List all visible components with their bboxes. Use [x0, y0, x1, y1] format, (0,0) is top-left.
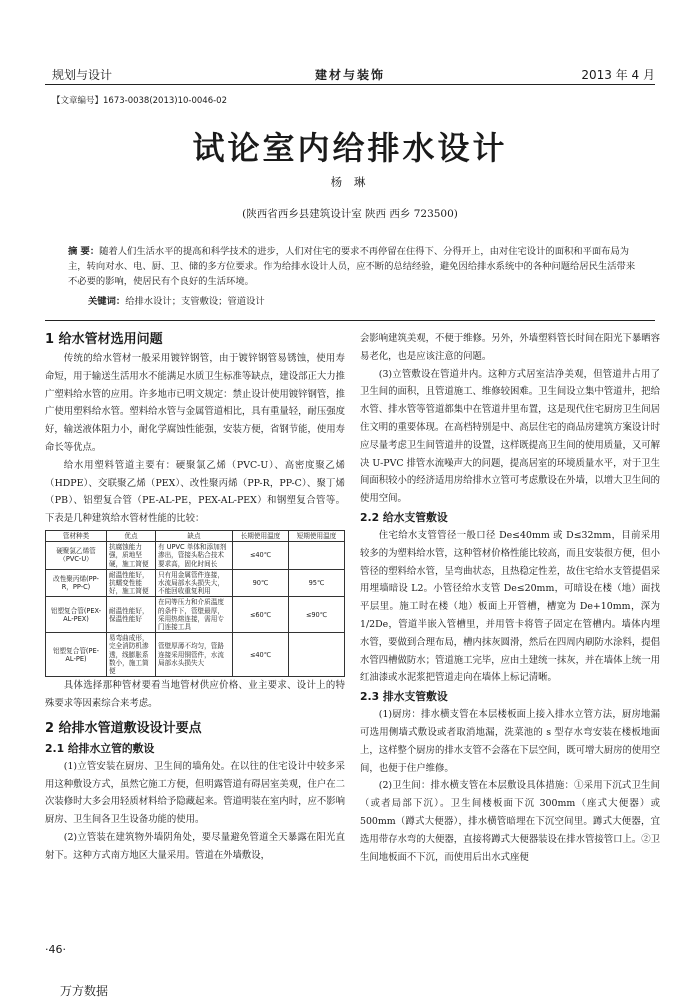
table-cell: 铝塑复合管(PE-AL-PE) [46, 633, 107, 677]
section-2-heading: 2 给排水管道敷设设计要点 [45, 720, 202, 736]
page-number: ·46· [45, 943, 66, 956]
table-header: 长期使用温度 [233, 530, 289, 541]
table-cell: 易弯曲成形，完全消防机渗透，线膨胀系数小，施工简便 [107, 633, 156, 677]
section-2-1-heading: 2.1 给排水立管的敷设 [45, 741, 155, 755]
right-column [360, 330, 660, 930]
table-header-row [46, 530, 345, 541]
table-cell: 管壁厚薄不均匀，管路连接采用铜管件，水流局部水头损失大 [156, 633, 233, 677]
section-2-2-heading: 2.2 给水支管敷设 [360, 510, 448, 524]
section-2-3-heading: 2.3 排水支管敷设 [360, 690, 448, 704]
left-column [45, 330, 345, 930]
header-right: 2013 年 4 月 [581, 68, 655, 82]
keywords [88, 293, 265, 307]
section-1-paragraph-1: 传统的给水管材一般采用镀锌钢管，由于镀锌钢管易锈蚀，使用寿命短，用于输送生活用水不能满足水质卫生标准等缺点，建设部正大力推广塑料给水管的应用。许多地市已明文规定：禁止设计使用镀锌钢管，推广使用塑料给水管。塑料给水管与金属管道相比，具有重量轻，耐压强度好，输送液体阻力小，耐化学腐蚀性能强，安装方便，省钢节能，使用寿命长等优点。 [45, 353, 345, 453]
right-paragraph-1: 会影响建筑美观，不便于维修。另外，外墙塑料管长时间在阳光下暴晒容易老化，也是应该注意的问题。 [360, 333, 660, 362]
footer-brand: 万方数据 [60, 984, 109, 998]
abstract-text: 随着人们生活水平的提高和科学技术的进步，人们对住宅的要求不再停留在住得下、分得开上，由对住宅设计的面积和平面布局为主，转向对水、电、厨、卫、储的多方位要求。作为给排水设计人员，应不断的总结经验，避免因给排水系统中的各种问题给居民生活带来不必要的影响，使居民有个良好的生活环境。 [68, 246, 636, 287]
table-cell: 在同等压力和介质温度的条件下，管壁最厚，采用热熔连接，需用专门连接工具 [156, 597, 233, 633]
table-cell [289, 633, 345, 677]
section-2-3-paragraph-1: (1)厨房：排水横支管在本层楼板面上接入排水立管方法，厨房地漏可选用侧墙式敷设或者取消地漏，洗菜池的 s 型存水弯安装在楼板地面上，这样整个厨房的排水支管不会落在下层空间，既可增大厨房的使用空间，也便于住户维修。 [360, 709, 660, 774]
pipe-comparison-table [45, 530, 345, 677]
table-cell: 硬聚氯乙烯管（PVC-U） [46, 542, 107, 570]
table-header: 管材种类 [46, 530, 107, 541]
section-2-2-paragraph-1: 住宅给水支管管径一般口径 De≤40mm 或 D≤32mm，目前采用较多的为塑料给水管，这种管材价格性能比较高，而且安装很方便，但小管径的塑料给水管，呈弯曲状态，且热稳定性差，故住宅给水支管提倡采用埋墙暗设 L2。小管径给水支管 De≤20mm，可暗设在楼（地）面找平层里。施工时在楼（地）板面上开管槽，槽宽为 De+10mm，深为 1/2De，管道半嵌入管槽里，并用管卡将管子固定在管槽内。墙体内埋水管，要做到合理布局，槽内抹灰圆滑，然后在四周内刷防水涂料，提倡水管四槽做防水；管道施工完毕，应由土建统一抹灰，并在墙体上统一用红油漆或水泥浆把管道走向在墙体上标记清晰。 [360, 529, 660, 684]
table-row [46, 542, 345, 570]
header-rule [45, 84, 655, 85]
table-row [46, 569, 345, 597]
abstract-rule [45, 320, 655, 321]
section-2-3-paragraph-2: (2)卫生间：排水横支管在本层敷设具体措施：①采用下沉式卫生间（或者局部下沉）。卫生间楼板面下沉 300mm（座式大便器）或 500mm（蹲式大便器），排水横管暗埋在下沉空间里。蹲式大便器，宜选用带存水弯的大便器，直接将蹲式大便器装设在排水管接管口上。②卫生间地板面不下沉，而使用后出水式座便 [360, 780, 660, 863]
abstract [68, 244, 638, 289]
table-cell: 95℃ [289, 569, 345, 597]
table-cell: 耐温性能好，抗蠕变性能好，施工简便 [107, 569, 156, 597]
abstract-label: 摘 要： [68, 246, 100, 257]
section-2-1-paragraph-1: (1)立管安装在厨房、卫生间的墙角处。在以往的住宅设计中较多采用这种敷设方式，虽然它施工方便，但明露管道有碍居室美观，住户在二次装修时大多会用轻质材料给予隐藏起来。管道明装在室内时，应不影响厨房、卫生间各卫生设备功能的使用。 [45, 760, 345, 826]
page-title: 试论室内给排水设计 [192, 129, 508, 167]
keywords-label: 关键词： [88, 296, 126, 307]
table-cell: 90℃ [233, 569, 289, 597]
section-2-1-paragraph-2: (2)立管装在建筑物外墙阴角处，要尽量避免管道全天暴露在阳光直射下。这种方式南方地区大量采用。管道在外墙敷设， [45, 832, 345, 861]
table-cell: 耐温性能好，保温性能好 [107, 597, 156, 633]
author: 杨 琳 [330, 175, 370, 189]
table-cell [289, 542, 345, 570]
affiliation: (陕西省西乡县建筑设计室 陕西 西乡 723500) [242, 208, 458, 220]
right-paragraph-2: (3)立管敷设在管道井内。这种方式居室洁净美观，但管道井占用了卫生间的面积，且管道施工、维修较困难。卫生间设立集中管道井，把给水管、排水管等管道都集中在管道井里布置，这是现代住宅厨房卫生间居住文明的重要体现。在高档特别是中、高层住宅的商品房建筑方案设计时应尽量考虑卫生间管道井的设置，这样既提高卫生间的使用质量，又可解决 U-PVC 排管水流噪声大的问题，提高居室的环境质量水平，对于卫生间面积较小的经济适用房给排水立管可考虑敷设在外墙，以增大卫生间的使用空间。 [360, 368, 660, 505]
section-1-paragraph-3: 具体选择那种管材要看当地管材供应价格、业主要求、设计上的特殊要求等因素综合来考虑。 [45, 680, 345, 710]
table-cell: 改性聚丙烯(PP-R，PP-C) [46, 569, 107, 597]
table-row [46, 633, 345, 677]
keywords-text: 给排水设计；支管敷设；管道设计 [125, 296, 265, 307]
header-center: 建材与装饰 [314, 68, 385, 82]
table-header: 短期使用温度 [289, 530, 345, 541]
header-left: 规划与设计 [52, 68, 113, 82]
section-1-paragraph-2: 给水用塑料管道主要有：硬聚氯乙烯（PVC-U）、高密度聚乙烯（HDPE）、交联聚乙烯（PEX）、改性聚丙烯（PP-R，PP-C）、聚丁烯（PB）、铝塑复合管（PE-AL-PE，PEX-AL-PEX）和钢塑复合管等。下表是几种建筑给水管材性能的比较： [45, 459, 345, 525]
table-cell: ≤90℃ [289, 597, 345, 633]
article-id: 【文章编号】1673-0038(2013)10-0046-02 [52, 96, 227, 106]
table-cell: 抗腐蚀能力强，质地坚硬，施工简便 [107, 542, 156, 570]
section-1-heading: 1 给水管材选用问题 [45, 332, 163, 347]
table-cell: ≤60℃ [233, 597, 289, 633]
table-cell: ≤40℃ [233, 633, 289, 677]
table-cell: 只有用金属管件连接，水流局部水头损失大，不能回收重复利用 [156, 569, 233, 597]
table-cell: 有 UPVC 单体和添加剂渗出，管接头粘合技术要求高，固化时间长 [156, 542, 233, 570]
table-cell: ≤40℃ [233, 542, 289, 570]
table-header: 优点 [107, 530, 156, 541]
table-row [46, 597, 345, 633]
table-header: 缺点 [156, 530, 233, 541]
table-cell: 铝塑复合管(PEX-AL-PEX) [46, 597, 107, 633]
